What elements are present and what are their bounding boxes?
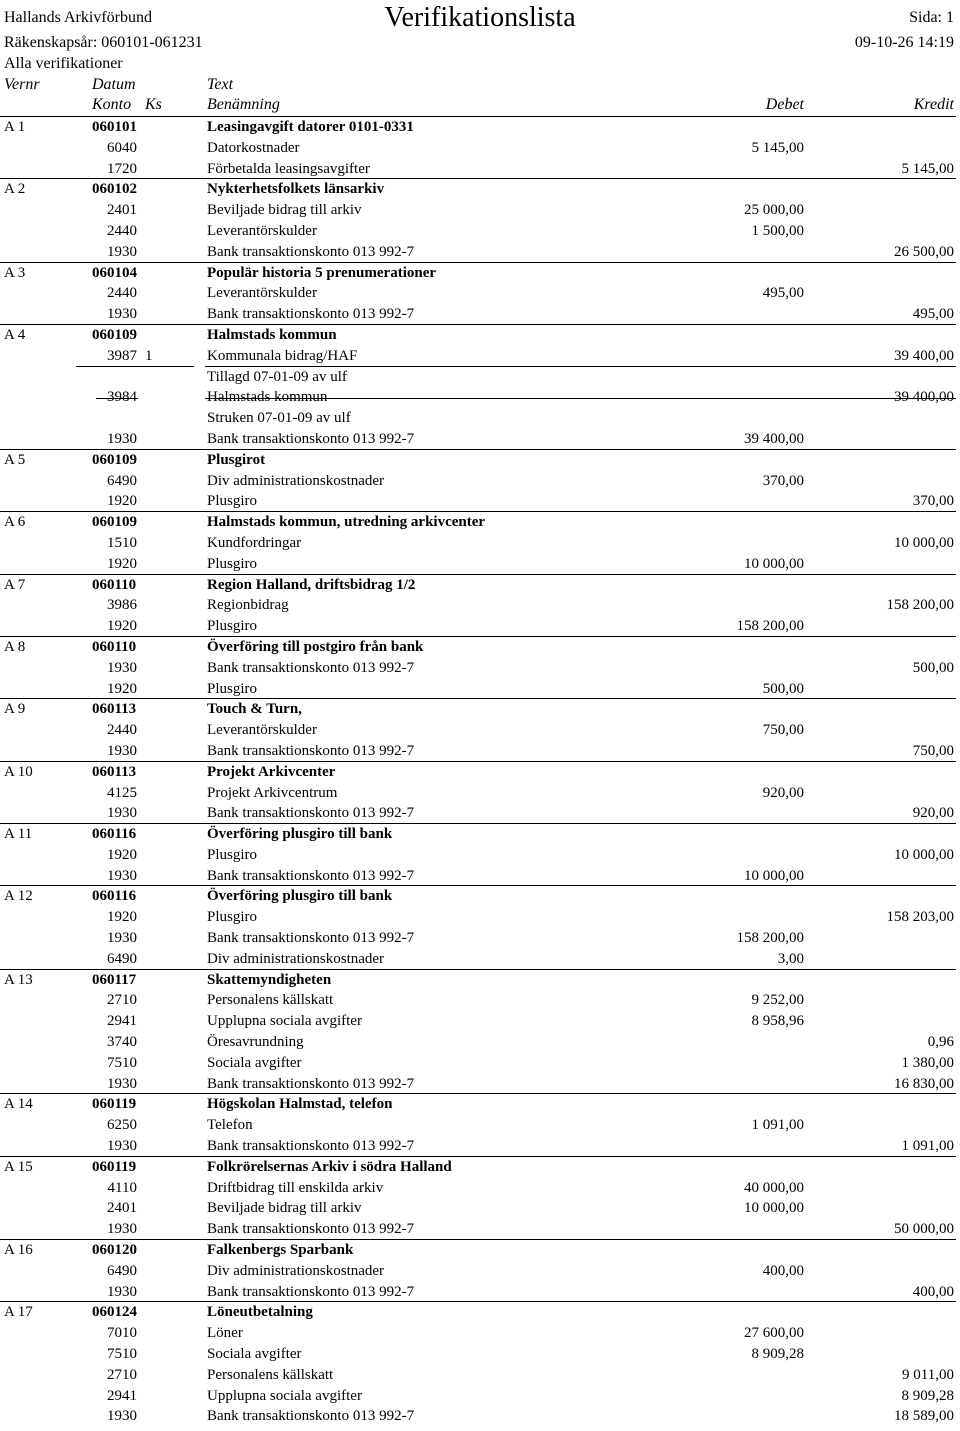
account-name: Öresavrundning <box>207 1034 304 1051</box>
account-name: Bank transaktionskonto 013 992-7 <box>207 659 415 676</box>
entry-date: 060113 <box>92 763 137 780</box>
debit-amount: 3,00 <box>777 950 804 967</box>
transaction-row <box>0 533 960 554</box>
entry-header-row <box>0 699 960 720</box>
entry-date: 060116 <box>92 888 137 905</box>
account-number: 2401 <box>107 202 137 219</box>
transaction-row <box>0 866 960 887</box>
column-header-debet: Debet <box>765 96 804 113</box>
transaction-row <box>0 595 960 616</box>
account-number: 1510 <box>107 534 137 551</box>
transaction-row <box>0 1386 960 1407</box>
account-number: 3740 <box>107 1034 137 1051</box>
transaction-row <box>0 1282 960 1303</box>
account-number: 6250 <box>107 1117 137 1134</box>
verification-entry <box>0 450 960 512</box>
account-number: 6490 <box>107 950 137 967</box>
account-name: Halmstads kommun <box>207 389 328 406</box>
entry-date: 060110 <box>92 576 137 593</box>
credit-amount: 9 011,00 <box>902 1366 954 1383</box>
account-number: 1920 <box>107 846 137 863</box>
debit-amount: 10 000,00 <box>744 867 804 884</box>
entry-text: Högskolan Halmstad, telefon <box>207 1096 393 1113</box>
transaction-row <box>0 221 960 242</box>
verification-entry <box>0 824 960 886</box>
verification-entry <box>0 1302 960 1427</box>
entry-header-row <box>0 179 960 200</box>
account-name: Projekt Arkivcentrum <box>207 784 338 801</box>
verification-entry <box>0 1157 960 1240</box>
transaction-row <box>0 658 960 679</box>
entry-date: 060119 <box>92 1096 137 1113</box>
verification-number: A 4 <box>4 326 26 343</box>
account-number: 1930 <box>107 1408 137 1425</box>
account-name: Plusgiro <box>207 493 258 510</box>
entry-text: Plusgirot <box>207 451 266 468</box>
verification-number: A 5 <box>4 451 26 468</box>
transaction-row <box>0 907 960 928</box>
entry-header-row <box>0 512 960 533</box>
account-name: Upplupna sociala avgifter <box>207 1387 362 1404</box>
account-number: 2941 <box>107 1387 137 1404</box>
entry-text: Projekt Arkivcenter <box>207 763 336 780</box>
account-name: Kommunala bidrag/HAF <box>207 347 358 364</box>
debit-amount: 495,00 <box>762 285 804 302</box>
transaction-row <box>0 949 960 970</box>
verification-number: A 2 <box>4 181 26 198</box>
entry-text: Halmstads kommun <box>207 326 337 343</box>
account-number: 3984 <box>107 389 137 406</box>
account-number: 1930 <box>107 243 137 260</box>
entry-text: Överföring plusgiro till bank <box>207 888 393 905</box>
entry-header-row <box>0 1240 960 1261</box>
account-name: Löner <box>207 1325 243 1342</box>
debit-amount: 5 145,00 <box>751 139 804 156</box>
account-name: Datorkostnader <box>207 139 300 156</box>
account-name: Plusgiro <box>207 618 258 635</box>
transaction-row <box>0 491 960 512</box>
credit-amount: 8 909,28 <box>901 1387 954 1404</box>
account-name: Sociala avgifter <box>207 1346 302 1363</box>
account-name: Regionbidrag <box>207 597 289 614</box>
credit-amount: 10 000,00 <box>894 846 954 863</box>
account-number: 1920 <box>107 909 137 926</box>
account-name: Bank transaktionskonto 013 992-7 <box>207 1221 415 1238</box>
transaction-row <box>0 1323 960 1344</box>
verification-number: A 15 <box>4 1158 33 1175</box>
entry-text: Överföring till postgiro från bank <box>207 638 424 655</box>
transaction-row <box>0 138 960 159</box>
entry-date: 060116 <box>92 826 137 843</box>
entry-header-row <box>0 117 960 138</box>
cost-center: 1 <box>145 347 153 364</box>
transaction-row <box>0 741 960 762</box>
debit-amount: 9 252,00 <box>751 992 804 1009</box>
entry-date: 060124 <box>92 1304 137 1321</box>
debit-amount: 400,00 <box>762 1262 804 1279</box>
account-number: 1720 <box>107 160 137 177</box>
verification-number: A 3 <box>4 264 26 281</box>
account-number: 6490 <box>107 472 137 489</box>
debit-amount: 158 200,00 <box>736 618 804 635</box>
debit-amount: 920,00 <box>762 784 804 801</box>
entry-header-row <box>0 1157 960 1178</box>
transaction-row <box>0 1365 960 1386</box>
account-number: 1920 <box>107 555 137 572</box>
entry-text: Touch & Turn, <box>207 701 302 718</box>
entry-header-row <box>0 1302 960 1323</box>
transaction-row <box>0 1115 960 1136</box>
transaction-row <box>0 1261 960 1282</box>
verification-entry <box>0 325 960 450</box>
account-name: Bank transaktionskonto 013 992-7 <box>207 805 415 822</box>
transaction-row <box>0 242 960 263</box>
entry-header-row <box>0 886 960 907</box>
verification-entry <box>0 970 960 1095</box>
debit-amount: 40 000,00 <box>744 1179 804 1196</box>
transaction-row <box>0 429 960 450</box>
account-number: 1930 <box>107 1138 137 1155</box>
account-name: Bank transaktionskonto 013 992-7 <box>207 243 415 260</box>
verification-entry <box>0 1240 960 1302</box>
entry-date: 060101 <box>92 119 137 135</box>
transaction-row <box>0 159 960 180</box>
account-number: 2440 <box>107 722 137 739</box>
credit-amount: 16 830,00 <box>894 1075 954 1092</box>
debit-amount: 25 000,00 <box>744 202 804 219</box>
fiscal-year: Räkenskapsår: 060101-061231 <box>4 34 203 51</box>
verification-number: A 16 <box>4 1242 33 1259</box>
account-name: Div administrationskostnader <box>207 1262 385 1279</box>
entry-text: Leasingavgift datorer 0101-0331 <box>207 119 414 135</box>
debit-amount: 10 000,00 <box>744 555 804 572</box>
account-number: 2710 <box>107 1366 137 1383</box>
account-number: 1920 <box>107 618 137 635</box>
change-note-row <box>0 408 960 429</box>
entry-header-row <box>0 824 960 845</box>
debit-amount: 8 909,28 <box>751 1346 804 1363</box>
column-header-kredit: Kredit <box>913 96 954 113</box>
account-number: 3986 <box>107 597 137 614</box>
credit-amount: 370,00 <box>912 493 954 510</box>
transaction-row <box>0 200 960 221</box>
filter-label: Alla verifikationer <box>4 55 123 72</box>
transaction-row <box>0 304 960 325</box>
verification-number: A 6 <box>4 514 26 531</box>
change-note: Tillagd 07-01-09 av ulf <box>207 368 347 385</box>
entry-date: 060119 <box>92 1158 137 1175</box>
verification-entry <box>0 699 960 761</box>
account-number: 7510 <box>107 1054 137 1071</box>
account-name: Leverantörskulder <box>207 222 317 239</box>
transaction-row <box>0 1136 960 1157</box>
transaction-row <box>0 679 960 700</box>
change-note: Struken 07-01-09 av ulf <box>207 410 351 427</box>
account-name: Personalens källskatt <box>207 992 334 1009</box>
account-number: 4110 <box>107 1179 137 1196</box>
account-name: Leverantörskulder <box>207 722 317 739</box>
entry-text: Region Halland, driftsbidrag 1/2 <box>207 576 416 593</box>
entry-text: Falkenbergs Sparbank <box>207 1242 354 1259</box>
transaction-row <box>0 845 960 866</box>
verification-number: A 10 <box>4 763 33 780</box>
transaction-row <box>0 346 960 367</box>
verification-number: A 17 <box>4 1304 33 1321</box>
credit-amount: 1 380,00 <box>901 1054 954 1071</box>
debit-amount: 158 200,00 <box>736 930 804 947</box>
entry-date: 060109 <box>92 451 137 468</box>
account-name: Bank transaktionskonto 013 992-7 <box>207 867 415 884</box>
account-name: Bank transaktionskonto 013 992-7 <box>207 742 415 759</box>
account-name: Bank transaktionskonto 013 992-7 <box>207 306 415 323</box>
account-number: 2941 <box>107 1013 137 1030</box>
verification-entry <box>0 117 960 179</box>
credit-amount: 18 589,00 <box>894 1408 954 1425</box>
account-name: Div administrationskostnader <box>207 472 385 489</box>
credit-amount: 26 500,00 <box>894 243 954 260</box>
account-name: Bank transaktionskonto 013 992-7 <box>207 1283 415 1300</box>
verification-entries <box>0 117 960 1427</box>
entry-date: 060102 <box>92 181 137 198</box>
account-name: Plusgiro <box>207 555 258 572</box>
account-name: Förbetalda leasingsavgifter <box>207 160 370 177</box>
credit-amount: 920,00 <box>912 805 954 822</box>
credit-amount: 0,96 <box>927 1034 954 1051</box>
account-name: Upplupna sociala avgifter <box>207 1013 362 1030</box>
account-number: 7510 <box>107 1346 137 1363</box>
account-number: 6040 <box>107 139 137 156</box>
credit-amount: 50 000,00 <box>894 1221 954 1238</box>
credit-amount: 158 203,00 <box>886 909 954 926</box>
credit-amount: 750,00 <box>912 742 954 759</box>
entry-date: 060117 <box>92 971 137 988</box>
entry-header-row <box>0 762 960 783</box>
entry-text: Överföring plusgiro till bank <box>207 826 393 843</box>
transaction-row <box>0 1344 960 1365</box>
page-number: Sida: 1 <box>909 9 954 26</box>
credit-amount: 5 145,00 <box>901 160 954 177</box>
credit-amount: 495,00 <box>912 306 954 323</box>
credit-amount: 500,00 <box>912 659 954 676</box>
account-name: Personalens källskatt <box>207 1366 334 1383</box>
column-header-konto: Konto <box>92 96 132 113</box>
transaction-row <box>0 283 960 304</box>
account-name: Sociala avgifter <box>207 1054 302 1071</box>
credit-amount: 10 000,00 <box>894 534 954 551</box>
entry-header-row <box>0 637 960 658</box>
account-number: 1930 <box>107 805 137 822</box>
account-number: 1930 <box>107 930 137 947</box>
debit-amount: 8 958,96 <box>751 1013 804 1030</box>
account-number: 4125 <box>107 784 137 801</box>
account-name: Div administrationskostnader <box>207 950 385 967</box>
print-timestamp: 09-10-26 14:19 <box>854 34 954 51</box>
account-name: Beviljade bidrag till arkiv <box>207 1200 362 1217</box>
verification-number: A 13 <box>4 971 33 988</box>
credit-amount: 1 091,00 <box>901 1138 954 1155</box>
struck-transaction-row <box>0 387 960 408</box>
verification-entry <box>0 762 960 824</box>
verification-number: A 9 <box>4 701 26 718</box>
verification-entry <box>0 886 960 969</box>
account-name: Plusgiro <box>207 909 258 926</box>
account-name: Bank transaktionskonto 013 992-7 <box>207 430 415 447</box>
transaction-row <box>0 1053 960 1074</box>
transaction-row <box>0 1178 960 1199</box>
account-number: 1930 <box>107 1283 137 1300</box>
debit-amount: 10 000,00 <box>744 1200 804 1217</box>
account-number: 6490 <box>107 1262 137 1279</box>
transaction-row <box>0 1074 960 1095</box>
debit-amount: 750,00 <box>762 722 804 739</box>
entry-text: Löneutbetalning <box>207 1304 313 1321</box>
account-number: 1930 <box>107 430 137 447</box>
debit-amount: 27 600,00 <box>744 1325 804 1342</box>
account-number: 3987 <box>107 347 137 364</box>
entry-header-row <box>0 450 960 471</box>
account-name: Telefon <box>207 1117 253 1134</box>
entry-header-row <box>0 970 960 991</box>
entry-header-row <box>0 575 960 596</box>
verification-number: A 14 <box>4 1096 33 1113</box>
entry-date: 060110 <box>92 638 137 655</box>
account-name: Bank transaktionskonto 013 992-7 <box>207 1138 415 1155</box>
transaction-row <box>0 1198 960 1219</box>
transaction-row <box>0 1011 960 1032</box>
account-number: 2440 <box>107 285 137 302</box>
account-number: 1930 <box>107 1221 137 1238</box>
column-header-vernr: Vernr <box>4 76 40 93</box>
verification-number: A 7 <box>4 576 26 593</box>
column-header-datum: Datum <box>92 76 136 93</box>
account-number: 2440 <box>107 222 137 239</box>
verification-entry <box>0 1094 960 1156</box>
verification-number: A 8 <box>4 638 26 655</box>
entry-date: 060109 <box>92 514 137 531</box>
verification-entry <box>0 575 960 637</box>
debit-amount: 370,00 <box>762 472 804 489</box>
transaction-row <box>0 1219 960 1240</box>
account-number: 1930 <box>107 867 137 884</box>
account-name: Plusgiro <box>207 846 258 863</box>
account-number: 2401 <box>107 1200 137 1217</box>
verification-number: A 1 <box>4 119 26 135</box>
transaction-row <box>0 554 960 575</box>
entry-date: 060120 <box>92 1242 137 1259</box>
entry-date: 060109 <box>92 326 137 343</box>
transaction-row <box>0 1406 960 1427</box>
verification-entry <box>0 512 960 574</box>
transaction-row <box>0 616 960 637</box>
credit-amount: 400,00 <box>912 1283 954 1300</box>
account-number: 1930 <box>107 659 137 676</box>
column-header-benamning: Benämning <box>207 96 280 113</box>
account-number: 1930 <box>107 306 137 323</box>
transaction-row <box>0 1032 960 1053</box>
strikethrough-line <box>205 398 956 399</box>
account-name: Beviljade bidrag till arkiv <box>207 202 362 219</box>
entry-date: 060104 <box>92 264 137 281</box>
entry-text: Nykterhetsfolkets länsarkiv <box>207 181 385 198</box>
account-name: Bank transaktionskonto 013 992-7 <box>207 930 415 947</box>
verification-entry <box>0 179 960 262</box>
entry-header-row <box>0 325 960 346</box>
entry-header-row <box>0 1094 960 1115</box>
column-header-ks: Ks <box>145 96 162 113</box>
transaction-row <box>0 783 960 804</box>
account-name: Kundfordringar <box>207 534 302 551</box>
debit-amount: 39 400,00 <box>744 430 804 447</box>
account-number: 1920 <box>107 493 137 510</box>
verification-entry <box>0 263 960 325</box>
column-header-text: Text <box>207 76 234 93</box>
transaction-row <box>0 803 960 824</box>
debit-amount: 1 500,00 <box>751 222 804 239</box>
transaction-row <box>0 471 960 492</box>
debit-amount: 1 091,00 <box>751 1117 804 1134</box>
strikethrough-line <box>96 398 138 399</box>
change-note-row <box>0 367 960 388</box>
entry-date: 060113 <box>92 701 137 718</box>
page-title: Verifikationslista <box>384 2 576 33</box>
entry-text: Skattemyndigheten <box>207 971 332 988</box>
credit-amount: 39 400,00 <box>894 389 954 406</box>
account-number: 1930 <box>107 742 137 759</box>
debit-amount: 500,00 <box>762 680 804 697</box>
account-name: Plusgiro <box>207 680 258 697</box>
entry-text: Halmstads kommun, utredning arkivcenter <box>207 514 486 531</box>
transaction-row <box>0 720 960 741</box>
account-number: 1920 <box>107 680 137 697</box>
verification-number: A 11 <box>4 826 33 843</box>
verification-entry <box>0 637 960 699</box>
account-number: 1930 <box>107 1075 137 1092</box>
entry-text: Populär historia 5 prenumerationer <box>207 264 437 281</box>
account-number: 2710 <box>107 992 137 1009</box>
account-name: Driftbidrag till enskilda arkiv <box>207 1179 384 1196</box>
entry-header-row <box>0 263 960 284</box>
transaction-row <box>0 928 960 949</box>
entry-text: Folkrörelsernas Arkiv i södra Halland <box>207 1158 452 1175</box>
credit-amount: 158 200,00 <box>886 597 954 614</box>
transaction-row <box>0 990 960 1011</box>
account-name: Bank transaktionskonto 013 992-7 <box>207 1408 415 1425</box>
verification-number: A 12 <box>4 888 33 905</box>
account-number: 7010 <box>107 1325 137 1342</box>
account-name: Bank transaktionskonto 013 992-7 <box>207 1075 415 1092</box>
organization-name: Hallands Arkivförbund <box>4 9 152 26</box>
account-name: Leverantörskulder <box>207 285 317 302</box>
credit-amount: 39 400,00 <box>894 347 954 364</box>
